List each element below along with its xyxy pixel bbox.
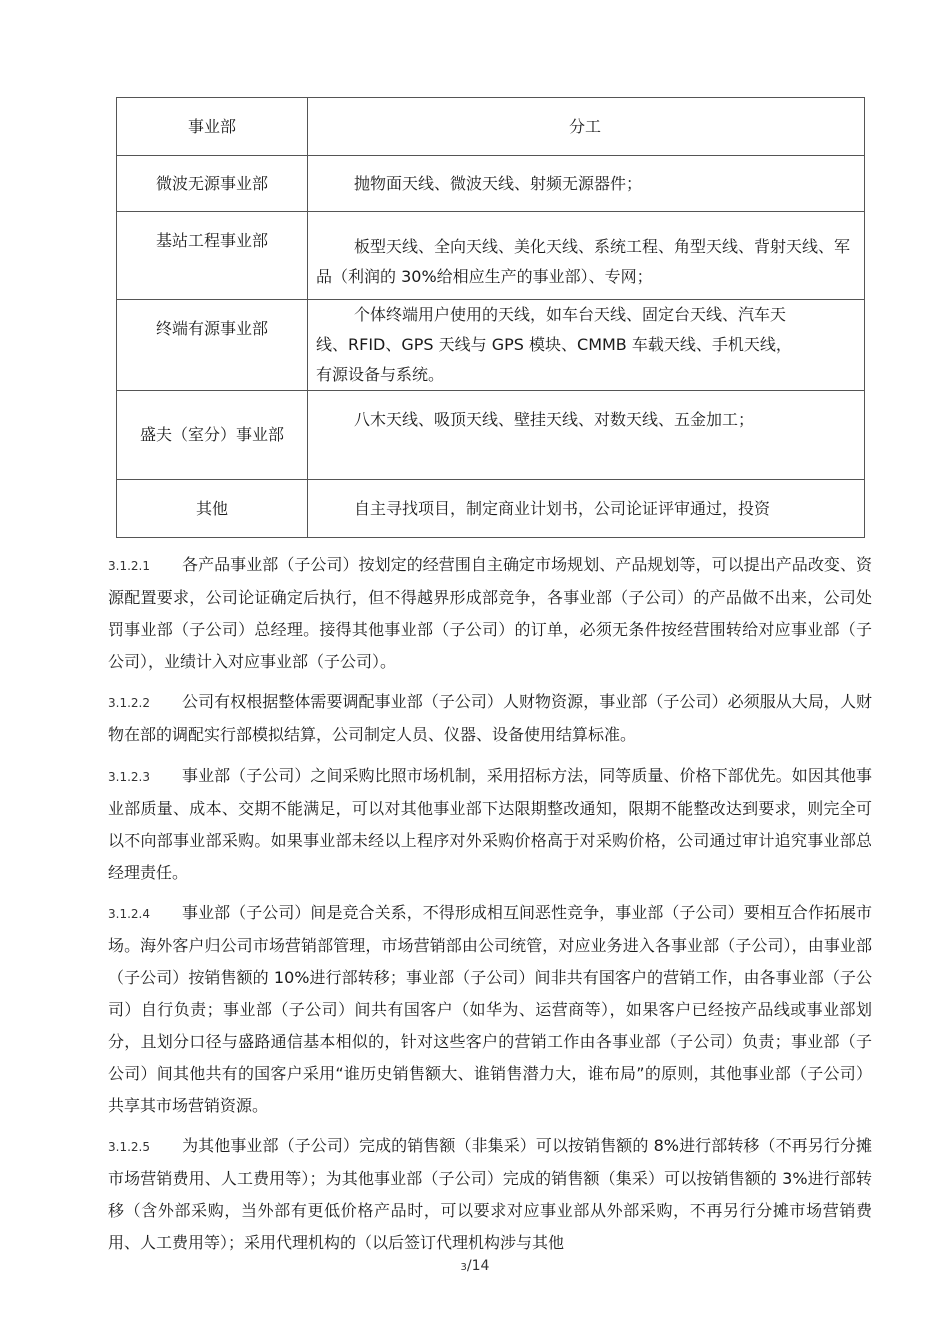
dept-cell: 基站工程事业部 [117,212,308,300]
division-table [116,97,865,538]
clause-text: 事业部（子公司）间是竞合关系，不得形成相互间恶性竞争，事业部（子公司）要相互合作拓展市场。海外客户归公司市场营销部管理，市场营销部由公司统管，对应业务进入各事业部（子公司），由事业部（子公司）按销售额的 10%进行部转移；事业部（子公司）间非共有国客户的营销工作，由各事业部（子公司）自行负责；事业部（子公司）间共有国客户（如华为、运营商等），如果客户已经按产品线或事业部划分，且划分口径与盛路通信基本相似的，针对这些客户的营销工作由各事业部（子公司）负责；事业部（子公司）间其他共有的国客户采用“谁历史销售额大、谁销售潜力大，谁布局”的原则，其他事业部（子公司）共享其市场营销资源。 [108,903,872,1115]
paragraph-3-1-2-3 [108,760,872,889]
paragraph-3-1-2-1 [108,549,872,678]
work-text: 抛物面天线、微波天线、射频无源器件； [354,173,643,193]
clause-number: 3.1.2.4 [108,907,150,921]
work-cell [308,300,865,391]
table-row [117,300,865,391]
work-text: 八木天线、吸顶天线、壁挂天线、对数天线、五金加工； [354,410,755,429]
work-text: 个体终端用户使用的天线，如车台天线、固定台天线、汽车天线、RFID、GPS 天线与 GPS 模块、CMMB 车载天线、手机天线，有源设备与系统。 [316,305,792,384]
paragraph-3-1-2-5 [108,1130,872,1259]
dept-cell: 终端有源事业部 [117,300,308,391]
clause-number: 3.1.2.1 [108,559,150,573]
work-cell [308,212,865,300]
clause-text: 各产品事业部（子公司）按划定的经营围自主确定市场规划、产品规划等，可以提出产品改变、资源配置要求，公司论证确定后执行，但不得越界形成部竞争，各事业部（子公司）的产品做不出来，公司处罚事业部（子公司）总经理。接得其他事业部（子公司）的订单，必须无条件按经营围转给对应事业部（子公司），业绩计入对应事业部（子公司）。 [108,555,872,671]
clause-text: 事业部（子公司）之间采购比照市场机制，采用招标方法，同等质量、价格下部优先。如因其他事业部质量、成本、交期不能满足，可以对其他事业部下达限期整改通知，限期不能整改达到要求，则完全可以不向部事业部采购。如果事业部未经以上程序对外采购价格高于对采购价格，公司通过审计追究事业部总经理责任。 [108,766,872,882]
table-row [117,391,865,480]
header-work: 分工 [308,98,865,156]
total-pages: /14 [466,1258,490,1274]
work-cell [308,480,865,538]
header-dept: 事业部 [117,98,308,156]
clause-text: 公司有权根据整体需要调配事业部（子公司）人财物资源，事业部（子公司）必须服从大局，人财物在部的调配实行部模拟结算，公司制定人员、仪器、设备使用结算标准。 [108,692,872,744]
current-page: 3 [460,1262,467,1273]
table-row [117,156,865,212]
clause-text: 为其他事业部（子公司）完成的销售额（非集采）可以按销售额的 8%进行部转移（不再另行分摊市场营销费用、人工费用等）；为其他事业部（子公司）完成的销售额（集采）可以按销售额的 3%进行部转移（含外部采购，当外部有更低价格产品时，可以要求对应事业部从外部采购，不再另行分摊市场营销费用、人工费用等）；采用代理机构的（以后签订代理机构涉与其他 [108,1136,872,1252]
clause-number: 3.1.2.2 [108,696,150,710]
clause-number: 3.1.2.3 [108,770,150,784]
dept-cell: 其他 [117,480,308,538]
table-row [117,480,865,538]
work-cell [308,156,865,212]
clause-number: 3.1.2.5 [108,1140,150,1154]
table-header-row [117,98,865,156]
dept-cell: 盛夫（室分）事业部 [117,391,308,480]
dept-cell: 微波无源事业部 [117,156,308,212]
table-row [117,212,865,300]
paragraph-3-1-2-2 [108,686,872,751]
work-text: 板型天线、全向天线、美化天线、系统工程、角型天线、背射天线、军品（利润的 30%给相应生产的事业部）、专网； [316,236,851,286]
work-cell [308,391,865,480]
paragraph-3-1-2-4 [108,897,872,1122]
work-text: 自主寻找项目，制定商业计划书，公司论证评审通过，投资 [354,498,771,518]
page-number [0,1258,950,1274]
